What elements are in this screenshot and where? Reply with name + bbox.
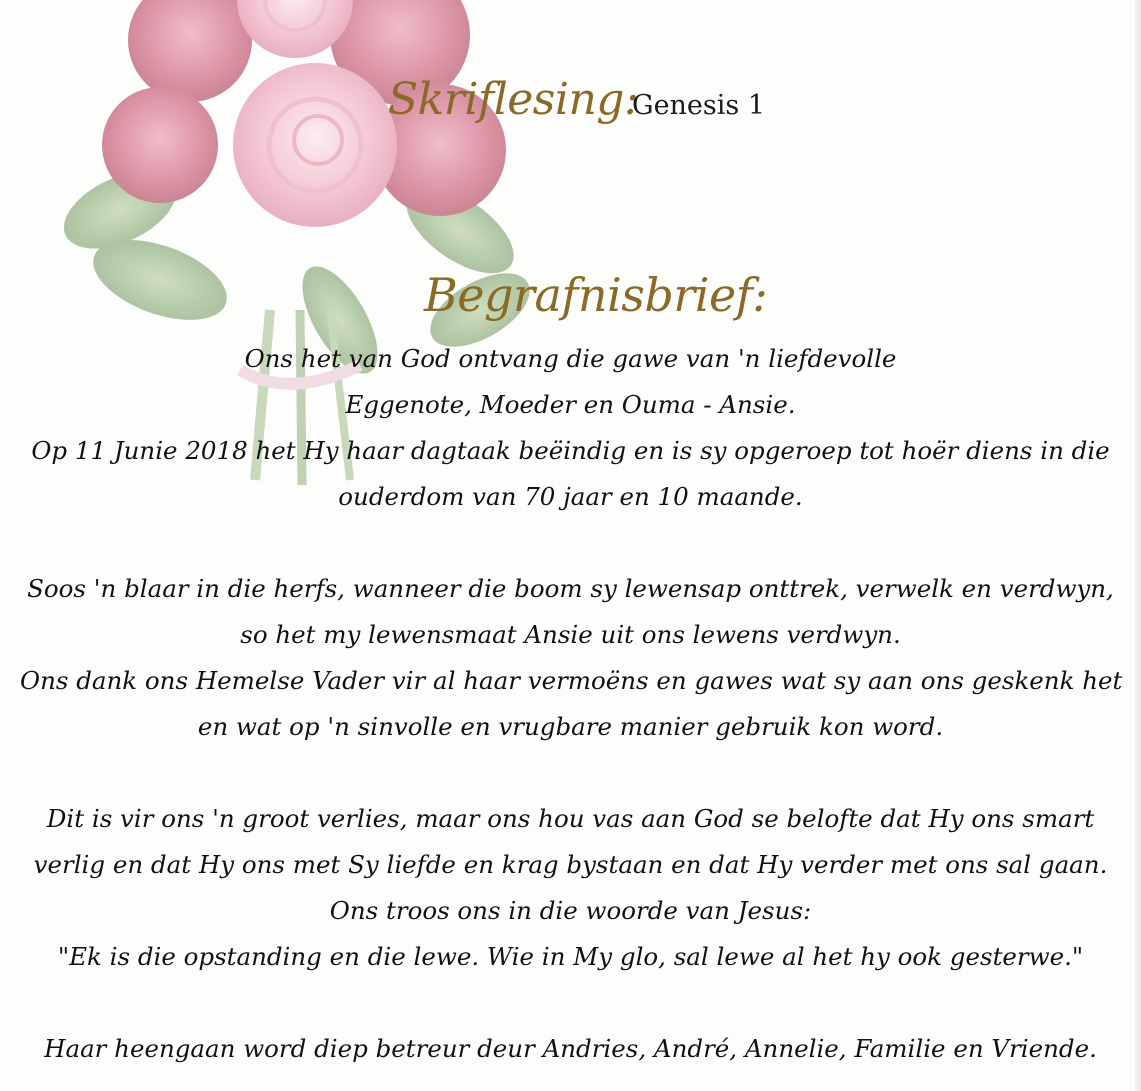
paragraph-gap bbox=[20, 520, 1121, 566]
paragraph-gap bbox=[20, 980, 1121, 1026]
letter-line: Op 11 Junie 2018 het Hy haar dagtaak beëindig en is sy opgeroep tot hoër diens in die bbox=[31, 436, 1110, 465]
letter-line: "Ek is die opstanding en die lewe. Wie in My glo, sal lewe al het hy ook gesterwe." bbox=[57, 942, 1084, 971]
letter-line: Soos 'n blaar in die herfs, wanneer die boom sy lewensap onttrek, verwelk en verdwyn, bbox=[27, 574, 1114, 603]
scripture-heading: Skriflesing: bbox=[388, 74, 639, 125]
page-edge-shadow bbox=[1135, 0, 1141, 1091]
letter-line: Haar heengaan word diep betreur deur Andries, André, Annelie, Familie en Vriende. bbox=[44, 1034, 1097, 1063]
letter-line: Dit is vir ons 'n groot verlies, maar ons hou vas aan God se belofte dat Hy ons smart bbox=[46, 804, 1095, 833]
paragraph-gap bbox=[20, 750, 1121, 796]
letter-line: verlig en dat Hy ons met Sy liefde en krag bystaan en dat Hy verder met ons sal gaan. bbox=[33, 850, 1108, 879]
letter-line: so het my lewensmaat Ansie uit ons lewens verdwyn. bbox=[240, 620, 901, 649]
letter-line: Eggenote, Moeder en Ouma - Ansie. bbox=[345, 390, 796, 419]
funeral-letter-heading: Begrafnisbrief: bbox=[424, 268, 768, 322]
letter-line: ouderdom van 70 jaar en 10 maande. bbox=[338, 482, 803, 511]
letter-line: Ons troos ons in die woorde van Jesus: bbox=[329, 896, 812, 925]
funeral-letter-body bbox=[20, 336, 1121, 1072]
letter-line: Ons het van God ontvang die gawe van 'n liefdevolle bbox=[244, 344, 897, 373]
letter-line: Ons dank ons Hemelse Vader vir al haar vermoëns en gawes wat sy aan ons geskenk het bbox=[20, 666, 1123, 695]
scripture-reference: Genesis 1 bbox=[632, 90, 766, 121]
letter-line: en wat op 'n sinvolle en vrugbare manier gebruik kon word. bbox=[197, 712, 944, 741]
